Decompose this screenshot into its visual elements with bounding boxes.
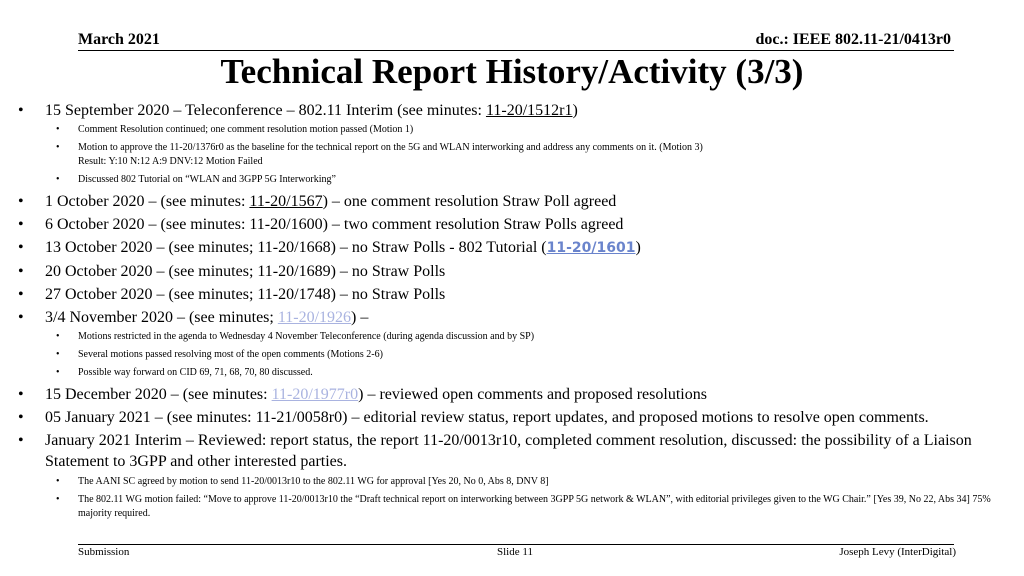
footer-author: Joseph Levy (InterDigital) [839, 546, 956, 558]
list-item: • 05 January 2021 – (see minutes: 11-21/0058r0) – editorial review status, report updates, and proposed motions to resolve open comments. [18, 409, 929, 426]
sub-list-item: • Discussed 802 Tutorial on “WLAN and 3GPP 5G Interworking” [56, 174, 336, 185]
bullet: • [18, 239, 24, 256]
list-item: • 6 October 2020 – (see minutes: 11-20/1600) – two comment resolution Straw Polls agreed [18, 216, 624, 233]
footer-slide-number: Slide 11 [497, 546, 533, 558]
sub-list-item: • Comment Resolution continued; one comment resolution motion passed (Motion 1) [56, 124, 414, 135]
minutes-link[interactable]: 11-20/1977r0 [271, 386, 359, 403]
bullet: • [56, 331, 60, 342]
bullet: • [56, 124, 60, 135]
bullet: • [56, 367, 60, 378]
sub-list-item: • Motion to approve the 11-20/1376r0 as the baseline for the technical report on the 5G and WLAN interworking and address any comments on it. (Motion 3) Result: Y:10 N:12 A:9 DNV:12 Motion Failed [56, 142, 703, 167]
header-date: March 2021 [78, 31, 160, 48]
list-item: • 1 October 2020 – (see minutes: 11-20/1567) – one comment resolution Straw Poll agreed [18, 193, 617, 210]
sub-list-item: • Motions restricted in the agenda to Wednesday 4 November Teleconference (during agenda discussion and by SP) [56, 331, 535, 342]
bullet: • [18, 286, 24, 303]
bullet: • [56, 494, 60, 505]
list-item: • 13 October 2020 – (see minutes; 11-20/1668) – no Straw Polls - 802 Tutorial (11-20/1601) [18, 239, 641, 256]
slide-body [18, 100, 998, 525]
bullet: • [56, 476, 60, 487]
sub-list-item: • The 802.11 WG motion failed: “Move to approve 11-20/0013r10 the “Draft technical report on interworking between 3GPP 5G network & WLAN”, with editorial privileges given to the WG Chair.” [Yes 39, No 22, Abs 34] 75% majority required. [56, 494, 991, 519]
bullet: • [18, 432, 24, 449]
bullet: • [56, 349, 60, 360]
list-item: • 27 October 2020 – (see minutes; 11-20/1748) – no Straw Polls [18, 286, 446, 303]
sub-list-item: • Several motions passed resolving most of the open comments (Motions 2-6) [56, 349, 383, 360]
bullet: • [56, 174, 60, 185]
list-item: • 15 September 2020 – Teleconference – 802.11 Interim (see minutes: 11-20/1512r1) [18, 102, 578, 119]
list-item: • 20 October 2020 – (see minutes; 11-20/1689) – no Straw Polls [18, 263, 446, 280]
footer-submission: Submission [78, 546, 130, 558]
bullet: • [18, 216, 24, 233]
bullet: • [18, 193, 24, 210]
header-doc-number: doc.: IEEE 802.11-21/0413r0 [755, 31, 951, 48]
list-item: • January 2021 Interim – Reviewed: report status, the report 11-20/0013r10, completed comment resolution, discussed: the possibility of a Liaison Statement to 3GPP and other interested parties. [18, 432, 972, 470]
footer-rule [78, 544, 954, 545]
bullet: • [18, 263, 24, 280]
bullet: • [56, 142, 60, 153]
list-item: • 3/4 November 2020 – (see minutes; 11-20/1926) – [18, 309, 369, 326]
slide-title: Technical Report History/Activity (3/3) [220, 52, 804, 91]
tutorial-link[interactable]: 11-20/1601 [546, 240, 636, 256]
bullet: • [18, 409, 24, 426]
list-item: • 15 December 2020 – (see minutes: 11-20/1977r0) – reviewed open comments and proposed resolutions [18, 386, 707, 403]
minutes-link[interactable]: 11-20/1512r1 [485, 102, 573, 119]
sub-list-item: • The AANI SC agreed by motion to send 11-20/0013r10 to the 802.11 WG for approval [Yes 20, No 0, Abs 8, DNV 8] [56, 476, 549, 487]
minutes-link[interactable]: 11-20/1926 [277, 309, 352, 326]
bullet: • [18, 386, 24, 403]
minutes-link[interactable]: 11-20/1567 [249, 193, 323, 210]
bullet: • [18, 102, 24, 119]
sub-list-item: • Possible way forward on CID 69, 71, 68, 70, 80 discussed. [56, 367, 313, 378]
bullet: • [18, 309, 24, 326]
